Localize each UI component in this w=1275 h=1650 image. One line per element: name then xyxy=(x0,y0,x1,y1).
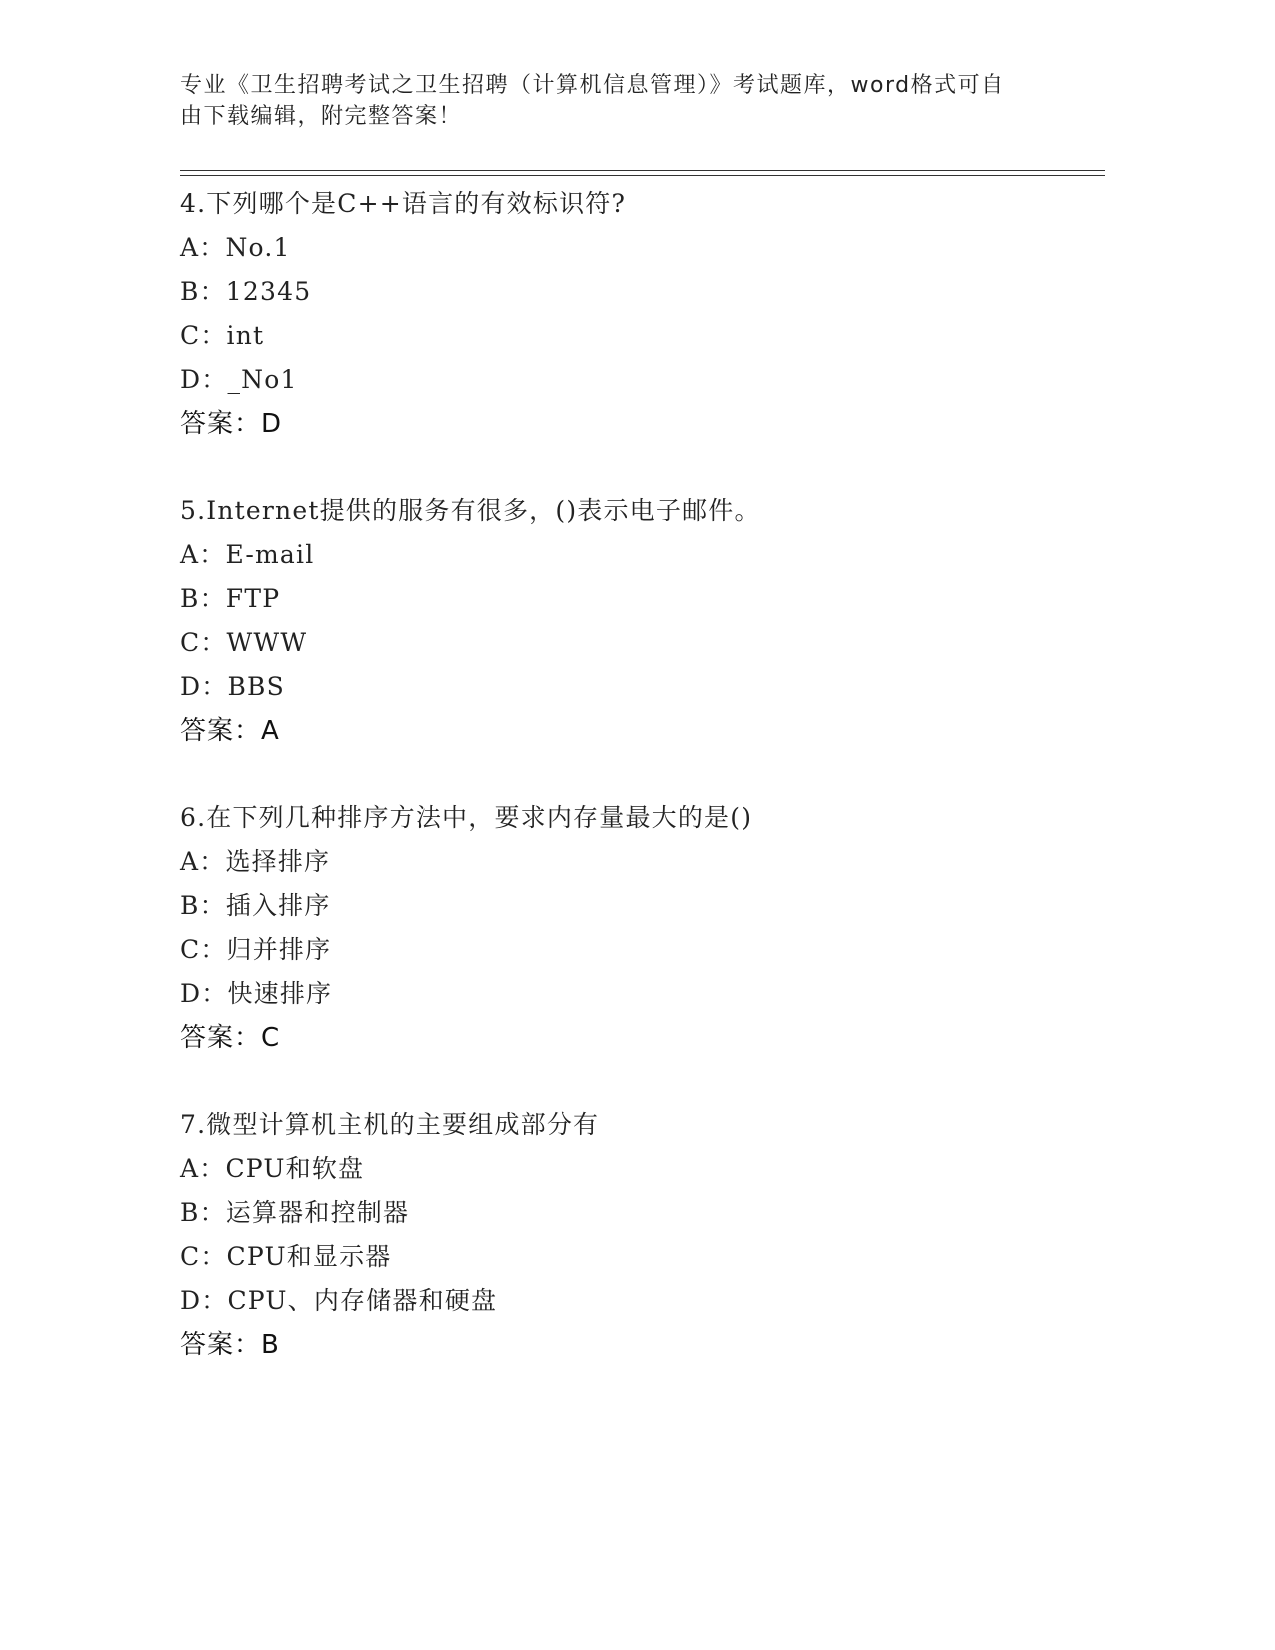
option-d: D：CPU、内存储器和硬盘 xyxy=(180,1286,498,1315)
header-line-2: 由下载编辑，附完整答案！ xyxy=(180,104,463,129)
option-c: C：WWW xyxy=(180,628,308,657)
option-a: A：E-mail xyxy=(180,540,315,569)
option-b: B：FTP xyxy=(180,584,281,613)
question-stem: 4.下列哪个是C++语言的有效标识符? xyxy=(180,189,627,218)
question-list xyxy=(180,182,1110,1410)
header-line-1: 专业《卫生招聘考试之卫生招聘（计算机信息管理）》考试题库，word格式可自 xyxy=(180,73,1005,98)
answer-label: 答案：C xyxy=(180,1023,281,1053)
question-7 xyxy=(180,1103,1110,1367)
question-4 xyxy=(180,182,1110,446)
question-6 xyxy=(180,796,1110,1060)
document-header xyxy=(180,70,1040,132)
option-a: A：CPU和软盘 xyxy=(180,1154,365,1183)
question-5 xyxy=(180,489,1110,753)
answer-label: 答案：D xyxy=(180,409,283,439)
question-stem: 5.Internet提供的服务有很多，()表示电子邮件。 xyxy=(180,496,761,525)
option-c: C：CPU和显示器 xyxy=(180,1242,392,1271)
answer-label: 答案：B xyxy=(180,1330,280,1360)
question-stem: 7.微型计算机主机的主要组成部分有 xyxy=(180,1110,600,1139)
header-divider-top xyxy=(180,170,1105,171)
question-stem: 6.在下列几种排序方法中，要求内存量最大的是() xyxy=(180,803,753,832)
option-d: D：_No1 xyxy=(180,365,298,394)
option-d: D：BBS xyxy=(180,672,285,701)
option-b: B：运算器和控制器 xyxy=(180,1198,410,1227)
option-c: C：int xyxy=(180,321,265,350)
option-c: C：归并排序 xyxy=(180,935,332,964)
option-b: B：插入排序 xyxy=(180,891,331,920)
header-divider-bottom xyxy=(180,175,1105,176)
answer-label: 答案：A xyxy=(180,716,280,746)
option-a: A：No.1 xyxy=(180,233,291,262)
option-d: D：快速排序 xyxy=(180,979,333,1008)
option-a: A：选择排序 xyxy=(180,847,331,876)
option-b: B：12345 xyxy=(180,277,312,306)
